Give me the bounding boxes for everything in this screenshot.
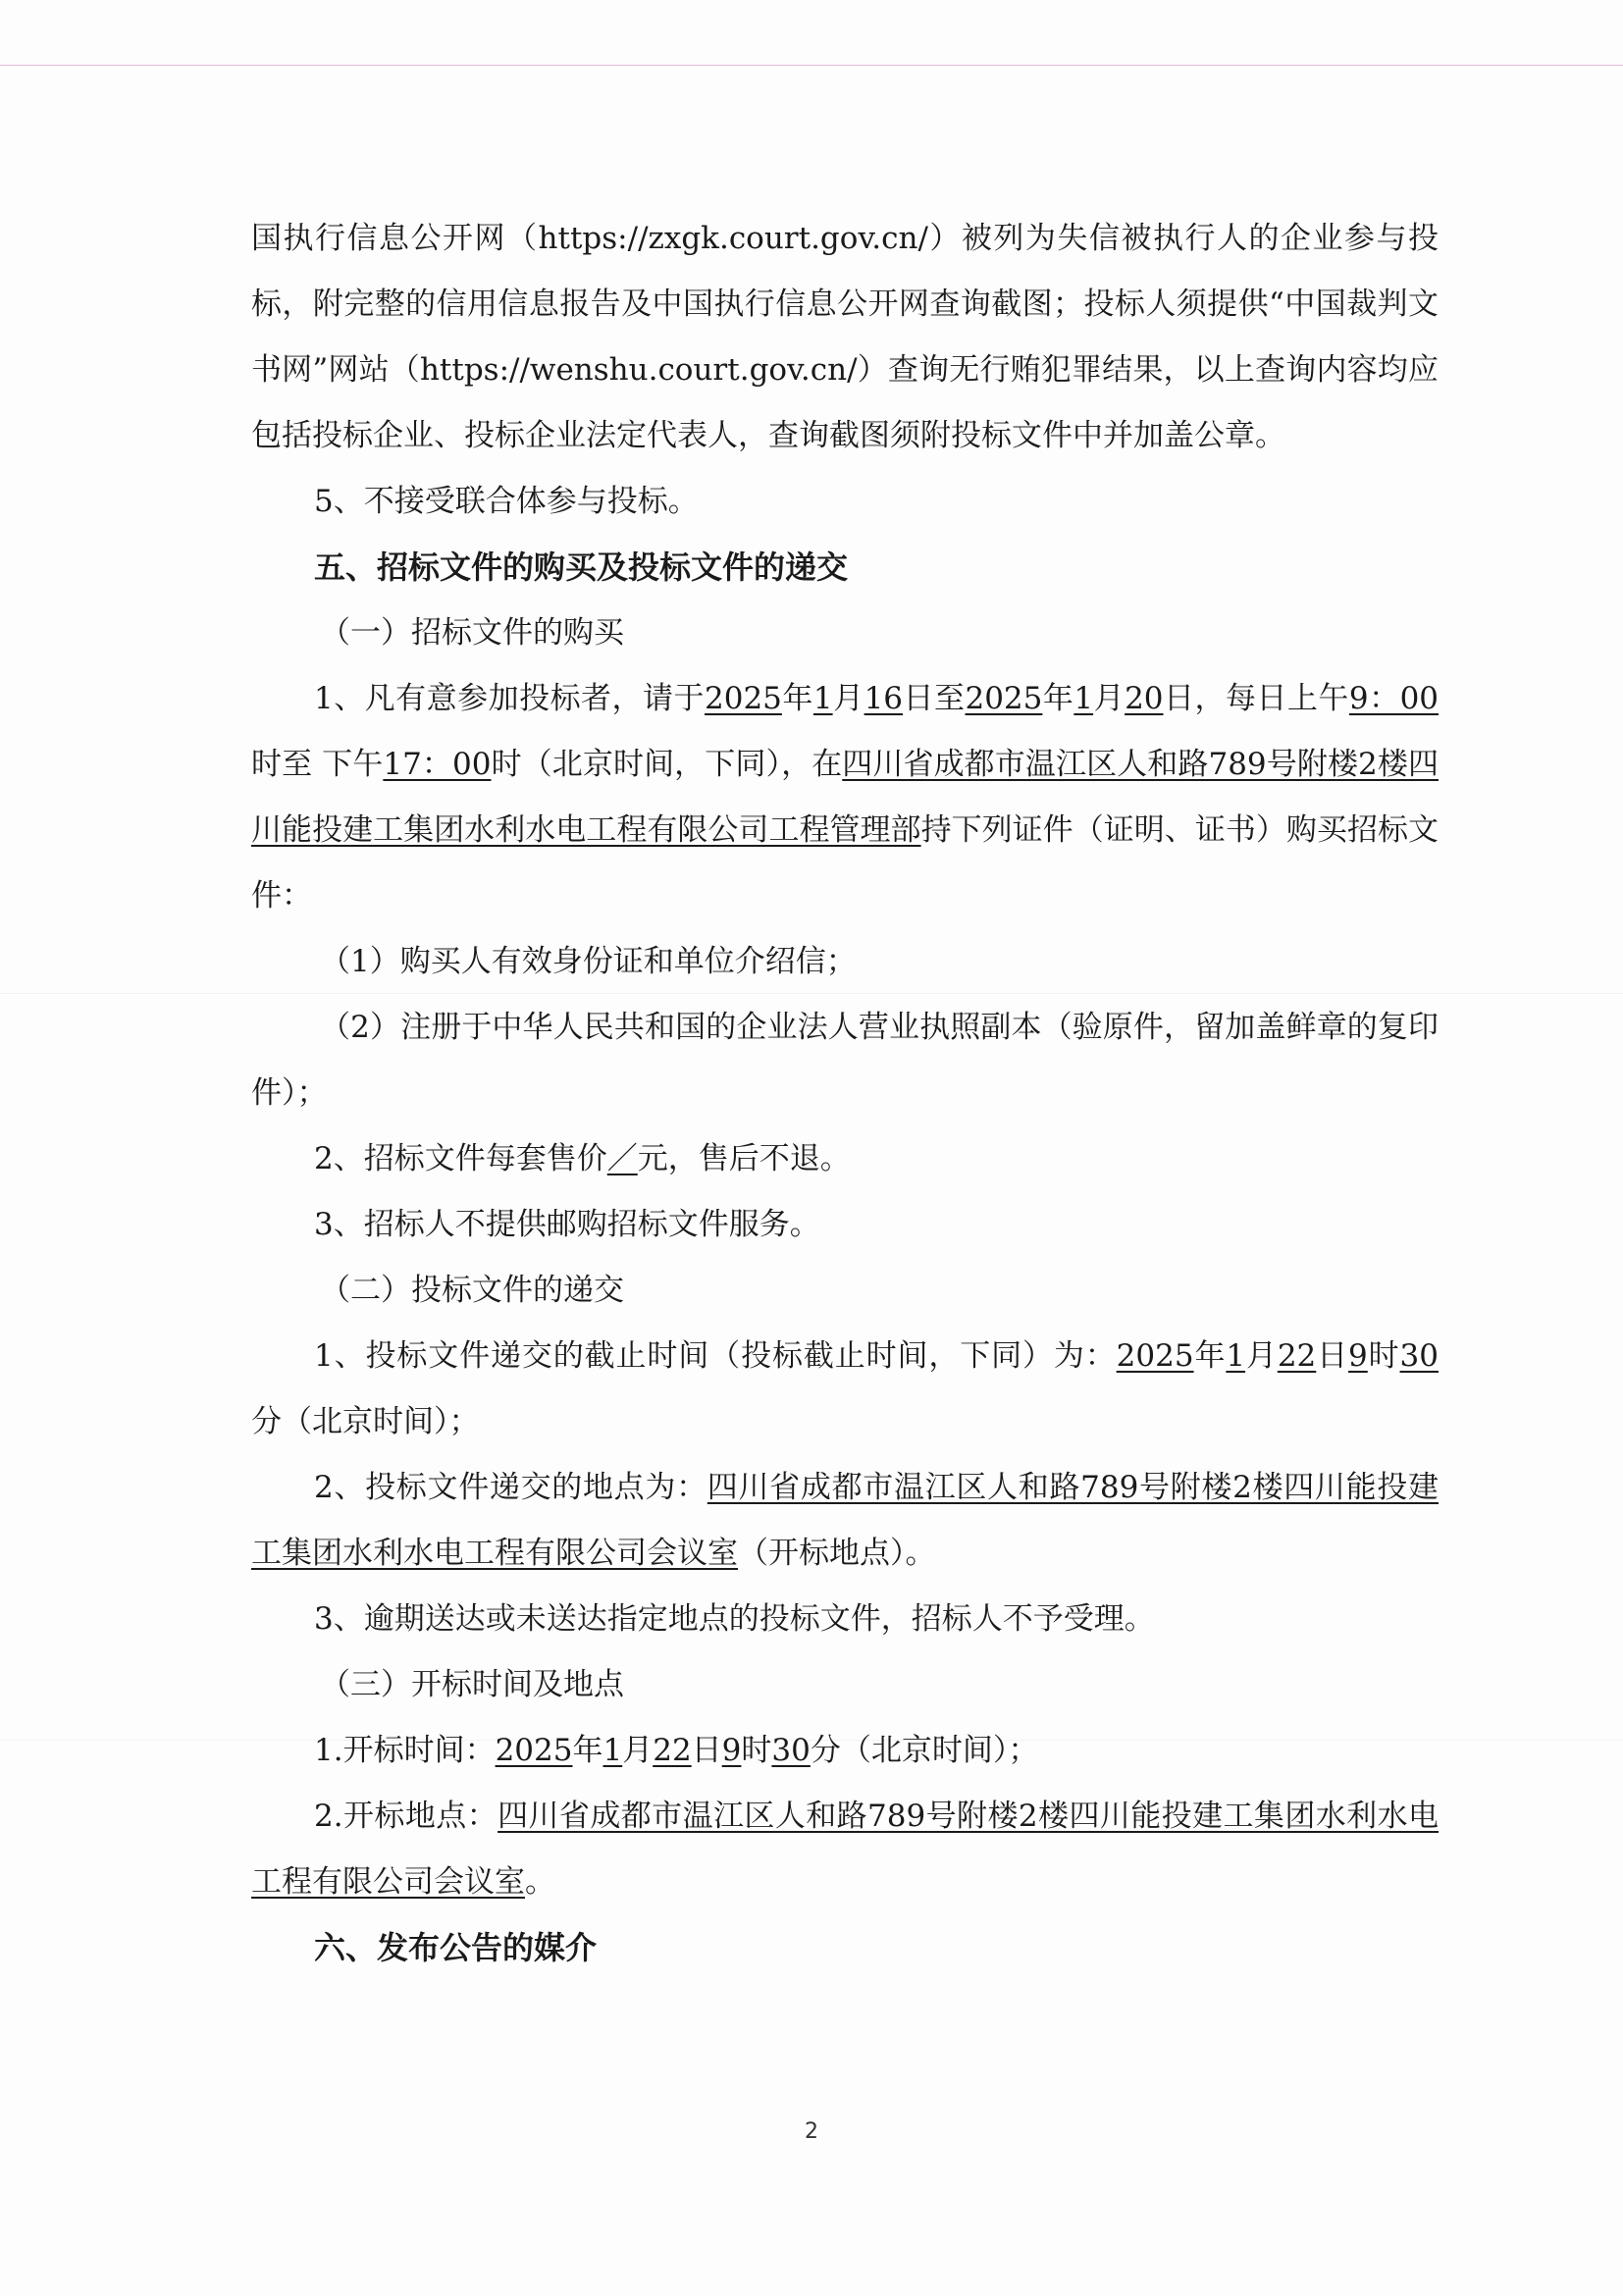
start-day: 16 [864,681,904,716]
opening-minute: 30 [771,1733,811,1768]
no-mail-item: 3、招标人不提供邮购招标文件服务。 [314,1207,820,1242]
document-body [251,206,1439,1981]
section-6-heading: 六、发布公告的媒介 [314,1929,598,1966]
credit-requirement-paragraph: 国执行信息公开网（https://zxgk.court.gov.cn/）被列为失信被执行人的企业参与投标，附完整的信用信息报告及中国执行信息公开网查询截图；投标人须提供“中国裁判文书网”网站（https://wenshu.court.gov.cn/）查询无行贿犯罪结果，以上查询内容均应包括投标企业、投标企业法定代表人，查询截图须附投标文件中并加盖公章。 [251,221,1439,453]
am-time: 9：00 [1348,681,1440,716]
opening-place: 四川省成都市温江区人和路789号附楼2楼四川能投建工集团水利水电工程有限公司会议室 [251,1799,1440,1900]
sub-3-heading: （三）开标时间及地点 [320,1667,624,1702]
deadline-day: 22 [1277,1338,1317,1374]
sub-2-heading: （二）投标文件的递交 [320,1273,624,1308]
price-value: ／ [606,1141,638,1176]
price-item: 2、招标文件每套售价／元，售后不退。 [314,1141,851,1176]
opening-place-paragraph: 2.开标地点：四川省成都市温江区人和路789号附楼2楼四川能投建工集团水利水电工程有限公司会议室。 [251,1799,1440,1900]
late-submission-item: 3、逾期送达或未送达指定地点的投标文件，招标人不予受理。 [314,1601,1155,1637]
opening-year: 2025 [495,1733,573,1768]
opening-hour: 9 [721,1733,742,1768]
start-month: 1 [812,681,833,716]
opening-day: 22 [653,1733,692,1768]
end-day: 20 [1125,681,1164,716]
deadline-minute: 30 [1399,1338,1439,1374]
purchase-period-paragraph: 1、凡有意参加投标者，请于2025年1月16日至2025年1月20日，每日上午9：00时至 下午17：00时（北京时间，下同），在四川省成都市温江区人和路789号附楼2楼四川能投建工集团水利水电工程有限公司工程管理部持下列证件（证明、证书）购买招标文件： [251,681,1440,913]
no-consortium-item: 5、不接受联合体参与投标。 [314,484,699,519]
deadline-paragraph: 1、投标文件递交的截止时间（投标截止时间，下同）为：2025年1月22日9时30分（北京时间）； [251,1338,1439,1439]
scan-artifact-line [0,65,1623,66]
end-year: 2025 [965,681,1043,716]
deadline-month: 1 [1226,1338,1246,1374]
opening-time-paragraph: 1.开标时间：2025年1月22日9时30分（北京时间）； [314,1733,1039,1768]
page-number: 2 [805,2119,818,2144]
requirement-1: （1）购买人有效身份证和单位介绍信； [320,944,857,979]
opening-month: 1 [602,1733,623,1768]
sub-1-heading: （一）招标文件的购买 [320,615,624,651]
start-year: 2025 [705,681,782,716]
deadline-year: 2025 [1116,1338,1194,1374]
submission-place-paragraph: 2、投标文件递交的地点为：四川省成都市温江区人和路789号附楼2楼四川能投建工集团水利水电工程有限公司会议室（开标地点）。 [251,1470,1439,1571]
section-5-heading: 五、招标文件的购买及投标文件的递交 [314,548,849,586]
purchase-location: 四川省成都市温江区人和路789号附楼2楼四川能投建工集团水利水电工程有限公司工程管理部 [251,747,1439,848]
pm-time: 17：00 [383,747,492,782]
end-month: 1 [1073,681,1094,716]
deadline-hour: 9 [1348,1338,1368,1374]
requirement-2: （2）注册于中华人民共和国的企业法人营业执照副本（验原件，留加盖鲜章的复印件）； [251,1010,1439,1111]
submission-place: 四川省成都市温江区人和路789号附楼2楼四川能投建工集团水利水电工程有限公司会议室 [251,1470,1439,1571]
